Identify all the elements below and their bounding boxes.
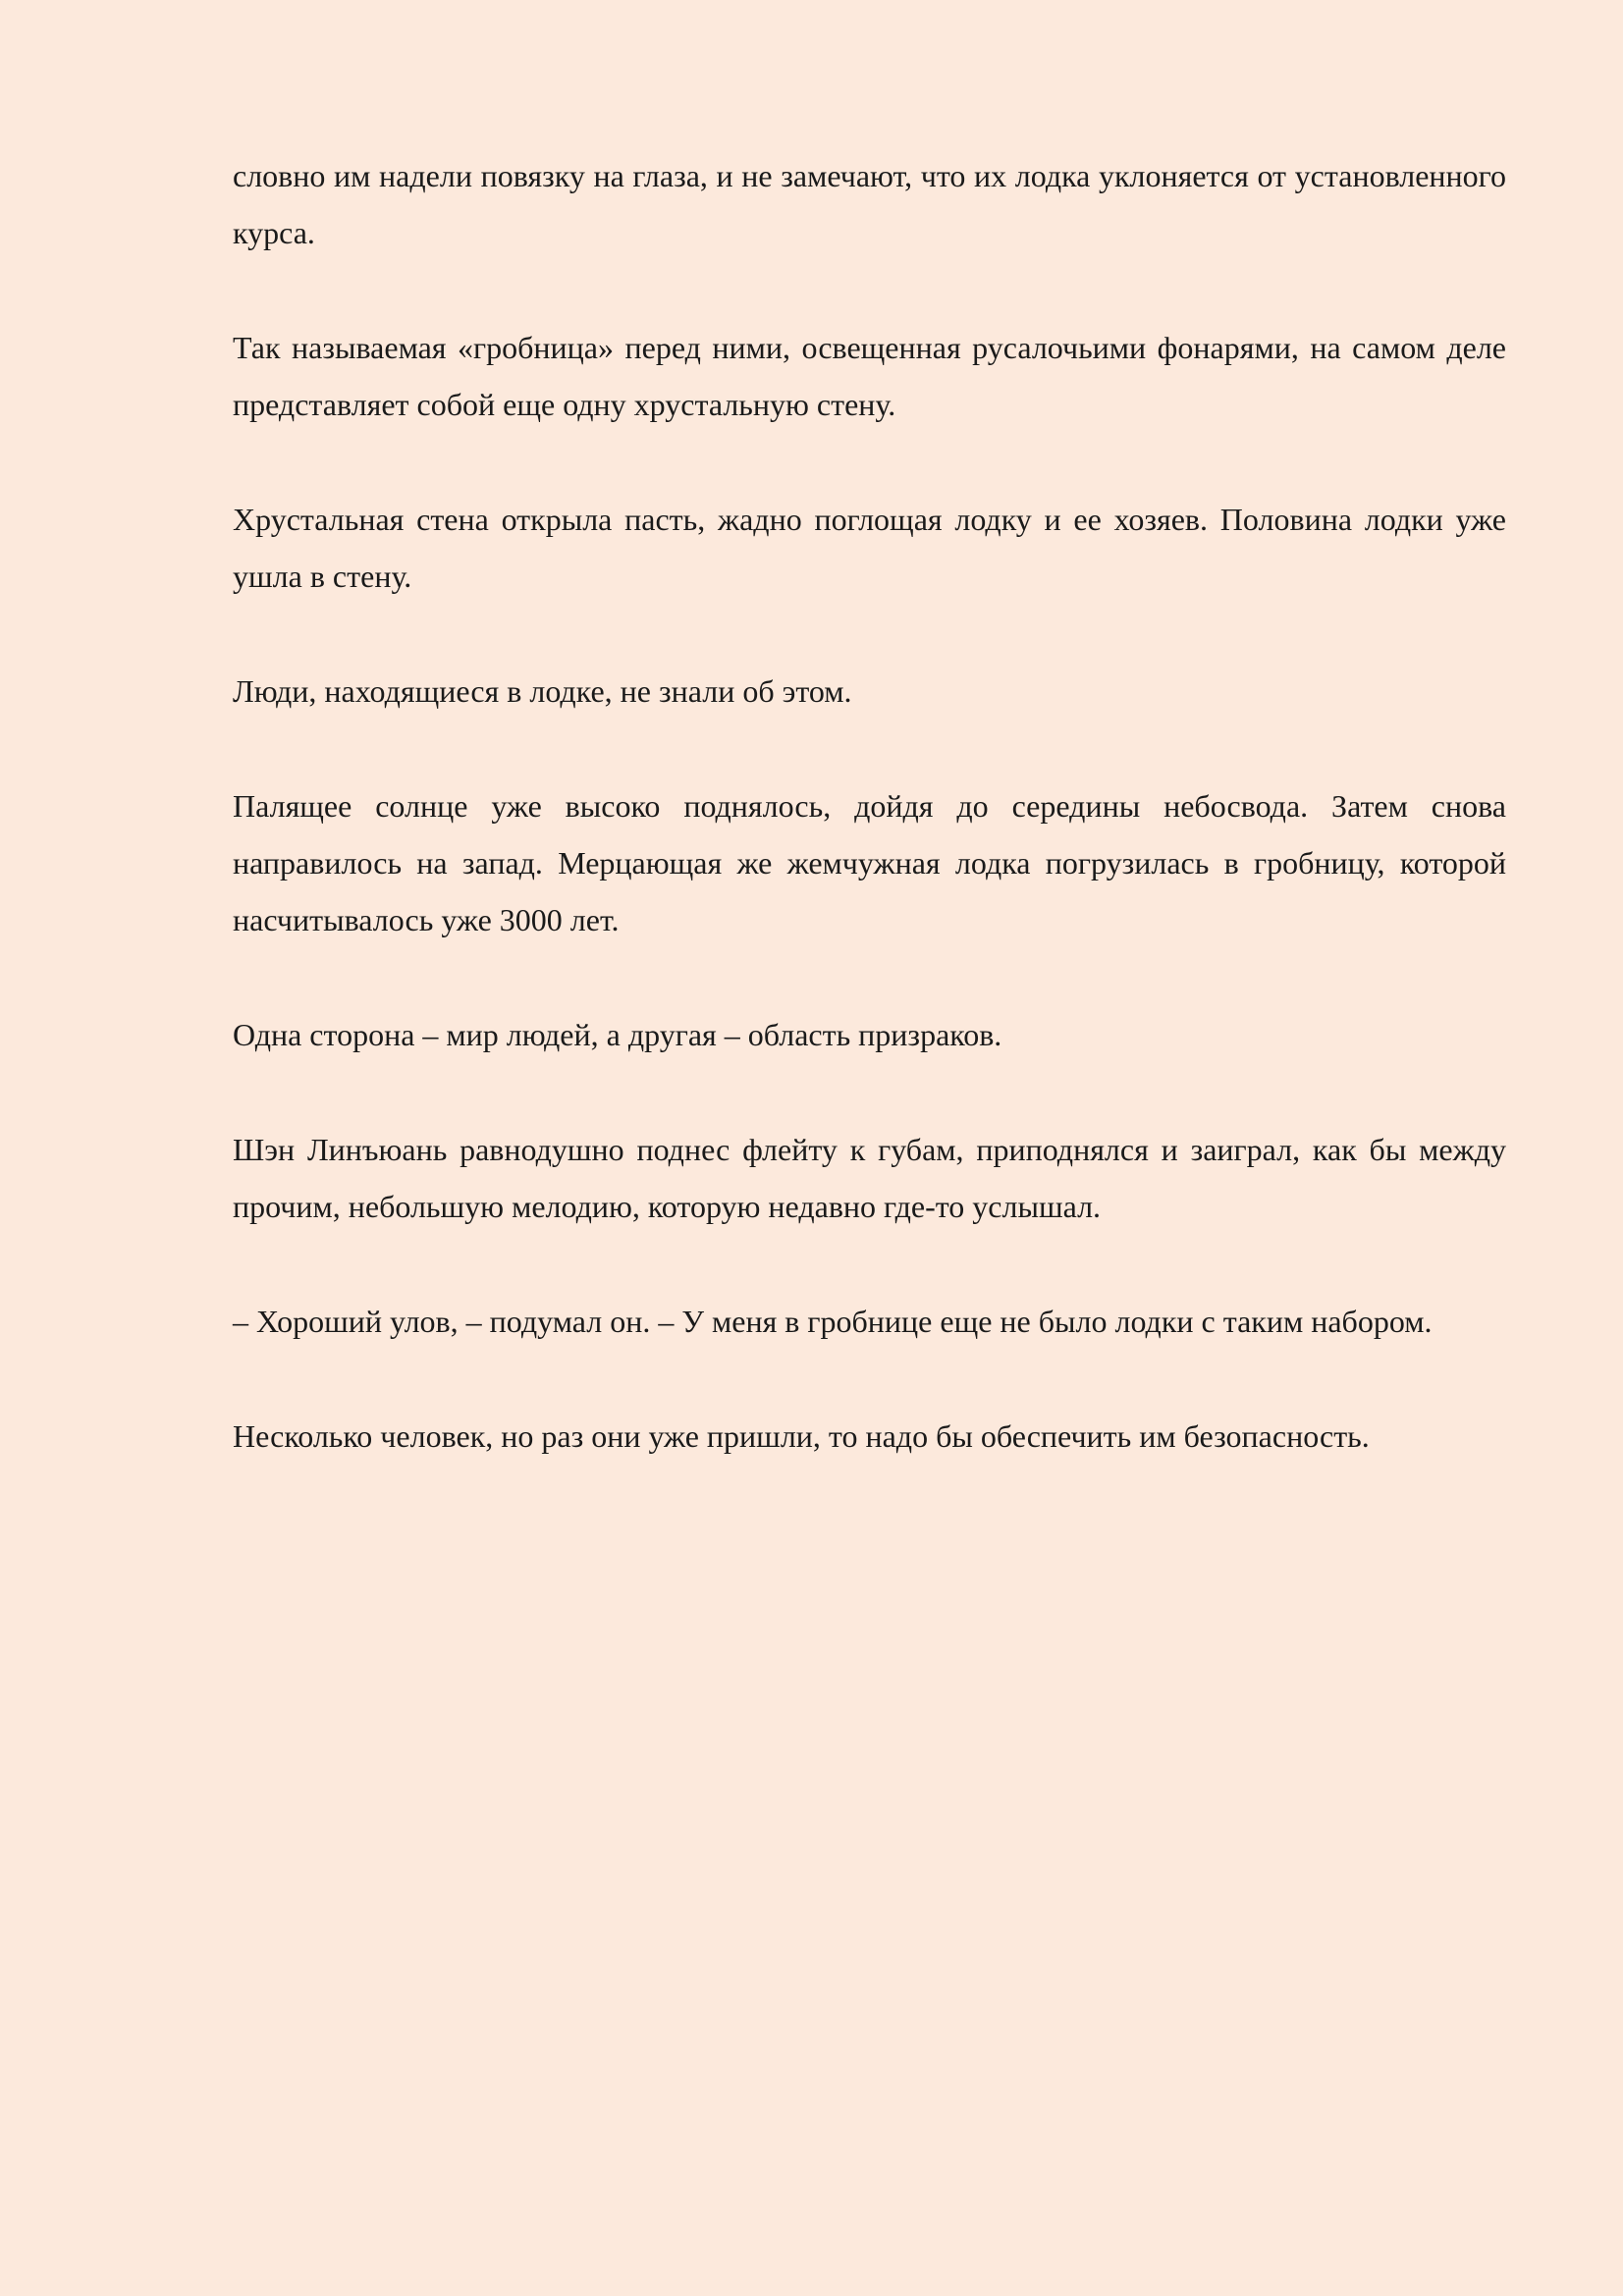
paragraph-5: Палящее солнце уже высоко поднялось, дойдя до середины небосвода. Затем снова направилось на запад. Мерцающая же жемчужная лодка погрузилась в гробницу, которой насчитывалось уже 3000 лет.	[233, 788, 1506, 937]
paragraph-9: Несколько человек, но раз они уже пришли, то надо бы обеспечить им безопасность.	[233, 1418, 1370, 1454]
paragraph-2: Так называемая «гробница» перед ними, освещенная русалочьими фонарями, на самом деле представляет собой еще одну хрустальную стену.	[233, 330, 1506, 422]
paragraph-8: – Хороший улов, – подумал он. – У меня в гробнице еще не было лодки с таким набором.	[233, 1304, 1433, 1339]
paragraph-7: Шэн Линъюань равнодушно поднес флейту к губам, приподнялся и заиграл, как бы между прочим, небольшую мелодию, которую недавно где-то услышал.	[233, 1132, 1506, 1224]
paragraph-3: Хрустальная стена открыла пасть, жадно поглощая лодку и ее хозяев. Половина лодки уже ушла в стену.	[233, 502, 1506, 594]
text-body	[233, 147, 1506, 1465]
paragraph-1: словно им надели повязку на глаза, и не замечают, что их лодка уклоняется от установленного курса.	[233, 158, 1506, 250]
paragraph-6: Одна сторона – мир людей, а другая – область призраков.	[233, 1017, 1002, 1052]
paragraph-4: Люди, находящиеся в лодке, не знали об этом.	[233, 673, 852, 709]
